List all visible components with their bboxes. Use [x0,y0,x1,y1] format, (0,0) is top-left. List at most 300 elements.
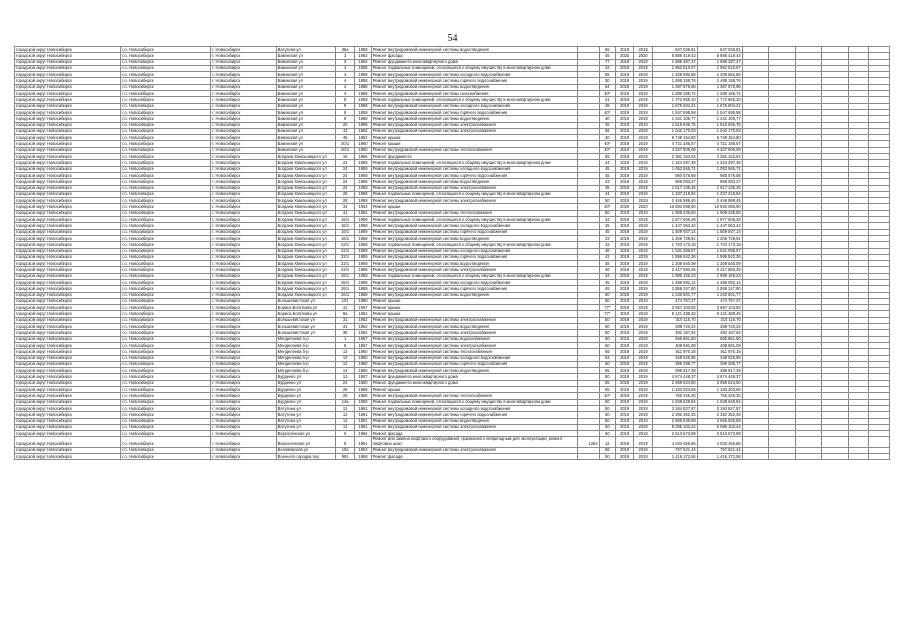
cost-cell: 1 685 387,47 [652,59,697,65]
district-cell: г.о. Новосибирск [121,368,211,374]
municipality-cell: городской округ Новосибирск [15,47,121,53]
year-start-cell: 2019 [615,454,633,460]
cost-cell: 980 576,58 [652,172,697,178]
settlement-cell: г. Новосибирск [211,72,276,78]
wear-cell: 40* [599,109,615,115]
settlement-cell: г. Новосибирск [211,412,276,418]
street-cell: Богдана Хмельницкого ул [276,273,335,279]
year-start-cell: 2019 [615,103,633,109]
wear-cell: 40 [599,116,615,122]
cost-cell: 1 206 728,91 [652,235,697,241]
settlement-cell: г. Новосибирск [211,254,276,260]
municipality-cell: городской округ Новосибирск [15,317,121,323]
house-cell: 101 [335,298,354,304]
municipality-cell: городской округ Новосибирск [15,267,121,273]
cost-cell: 1 531 086,57 [652,248,697,254]
work-type-cell: Ремонт внутридомовой инженерной системы теплоснабжения [371,210,577,216]
year-start-cell: 2019 [615,292,633,298]
house-cell: 20 [335,122,354,128]
year-end-cell: 2020 [634,204,652,210]
year-cell: 1952 [355,324,371,330]
cost-cell: 2 446 989,45 [652,198,697,204]
house-cell: 22/1 [335,242,354,248]
cost-cell: 1 416 172,56 [652,454,697,460]
year-end-cell: 2019 [634,84,652,90]
cost-cell: 1 337 219,94 [652,191,697,197]
municipality-cell: городской округ Новосибирск [15,217,121,223]
year-cell: 1958 [355,78,371,84]
year-cell: 1959 [355,273,371,279]
work-type-cell: Ремонт фасада [371,53,577,59]
work-type-cell: Ремонт крыши [371,141,577,147]
year-cell: 1964 [355,431,371,437]
municipality-cell: городской округ Новосибирск [15,65,121,71]
year-start-cell: 2019 [615,172,633,178]
street-cell: Бакинская ул [276,147,335,153]
district-cell: г.о. Новосибирск [121,210,211,216]
district-cell: г.о. Новосибирск [121,84,211,90]
year-start-cell: 2019 [615,223,633,229]
wear-cell: 50 [599,424,615,430]
year-start-cell: 2019 [615,305,633,311]
year-cell: 1959 [355,116,371,122]
year-start-cell: 2019 [615,59,633,65]
year-end-cell: 2019 [634,298,652,304]
year-start-cell: 2019 [615,298,633,304]
total-cost-cell: 2 566 536,59 [697,418,742,424]
house-cell: 16/1 [335,223,354,229]
cost-cell: 1 547 695,58 [652,109,697,115]
year-start-cell: 2019 [615,97,633,103]
wear-cell: 77* [599,305,615,311]
total-cost-cell: 1 895 166,23 [697,273,742,279]
cost-cell: 1 772 865,10 [652,97,697,103]
total-cost-cell: 1 723 173,18 [697,242,742,248]
wear-cell: 63 [599,355,615,361]
house-cell: 13 [335,368,354,374]
district-cell: г.о. Новосибирск [121,185,211,191]
wear-cell: 50 [599,292,615,298]
street-cell: Бурденко ул [276,399,335,405]
cost-cell: 1 615 836,75 [652,122,697,128]
municipality-cell: городской округ Новосибирск [15,122,121,128]
work-type-cell: Ремонт внутридомовой инженерной системы водоотведения [371,116,577,122]
district-cell: г.о. Новосибирск [121,267,211,273]
district-cell: г.о. Новосибирск [121,431,211,437]
year-cell: 1962 [355,59,371,65]
settlement-cell: г. Новосибирск [211,84,276,90]
cost-cell: 1 409 582,88 [652,72,697,78]
house-cell: 8 [335,116,354,122]
work-type-cell: Ремонт подвальных помещений, относящихся к общему имуществу в многоквартирном доме [371,273,577,279]
cost-cell: 408 681,09 [652,342,697,348]
wear-cell: 55 [599,154,615,160]
cost-cell: 1 675 604,21 [652,103,697,109]
municipality-cell: городской округ Новосибирск [15,292,121,298]
year-cell: 1958 [355,393,371,399]
settlement-cell: г. Новосибирск [211,380,276,386]
settlement-cell: г. Новосибирск [211,342,276,348]
empty-cell [822,437,849,447]
municipality-cell: городской округ Новосибирск [15,116,121,122]
year-end-cell: 2019 [634,103,652,109]
house-cell: 4 [335,72,354,78]
work-type-cell: Ремонт внутридомовой инженерной системы горячего водоснабжения [371,229,577,235]
municipality-cell: городской округ Новосибирск [15,191,121,197]
settlement-cell: г. Новосибирск [211,368,276,374]
total-cost-cell: 1 208 640,09 [697,261,742,267]
house-cell: 16/1 [335,229,354,235]
total-cost-cell: 1 531 086,57 [697,248,742,254]
wear-cell: 77 [599,59,615,65]
municipality-cell: городской округ Новосибирск [15,248,121,254]
total-cost-cell: 1 280 186,72 [697,91,742,97]
cost-cell: 310 115,70 [652,317,697,323]
work-type-cell: Ремонт внутридомовой инженерной системы водоотведения [371,47,577,53]
work-type-cell: Ремонт внутридомовой инженерной системы водоотведения [371,179,577,185]
total-cost-cell: 1 909 236,60 [697,210,742,216]
year-start-cell: 2019 [615,254,633,260]
work-type-cell: Ремонт внутридомовой инженерной системы электроснабжения [371,122,577,128]
district-cell: г.о. Новосибирск [121,217,211,223]
settlement-cell: г. Новосибирск [211,122,276,128]
municipality-cell: городской округ Новосибирск [15,311,121,317]
year-cell: 1960 [355,368,371,374]
year-cell: 1959 [355,254,371,260]
work-type-cell: Ремонт внутридомовой инженерной системы электроснабжения [371,185,577,191]
wear-cell: 45 [599,286,615,292]
district-cell: г.о. Новосибирск [121,78,211,84]
wear-cell: 65 [599,47,615,53]
work-type-cell: Ремонт подвальных помещений, относящихся к общему имуществу в многоквартирном доме [371,191,577,197]
wear-cell: 40 [599,135,615,141]
cost-cell: 1 909 236,60 [652,210,697,216]
year-cell: 1960 [355,361,371,367]
cost-cell: 8 121 488,45 [652,311,697,317]
district-cell: г.о. Новосибирск [121,454,211,460]
street-cell: Богдана Хмельницкого ул [276,154,335,160]
street-cell: Богдана Хмельницкого ул [276,166,335,172]
work-type-cell: Ремонт внутридомовой инженерной системы горячего водоснабжения [371,286,577,292]
year-cell: 1957 [355,374,371,380]
settlement-cell: г. Новосибирск [211,191,276,197]
page-number: 54 [447,33,458,44]
municipality-cell: городской округ Новосибирск [15,242,121,248]
year-end-cell: 2019 [634,229,652,235]
house-cell: 16/1 [335,217,354,223]
settlement-cell: г. Новосибирск [211,418,276,424]
municipality-cell: городской округ Новосибирск [15,198,121,204]
work-type-cell: Ремонт фундамента многоквартирного дома [371,59,577,65]
year-end-cell: 2019 [634,235,652,241]
cost-cell: 4 674 448,37 [652,374,697,380]
year-cell: 1959 [355,286,371,292]
wear-cell: 43 [599,179,615,185]
year-end-cell: 2019 [634,116,652,122]
wear-cell: 60 [599,342,615,348]
total-cost-cell: 348 026,95 [697,355,742,361]
wear-cell: 40* [599,147,615,153]
house-cell: 33 [335,204,354,210]
settlement-cell: г. Новосибирск [211,198,276,204]
work-type-cell: Ремонт фундамента многоквартирного дома [371,380,577,386]
year-cell: 1959 [355,261,371,267]
house-cell: 35 [335,330,354,336]
empty-cell [742,437,769,447]
cost-cell: 811 970,18 [652,349,697,355]
year-cell: 1959 [355,109,371,115]
year-end-cell: 2019 [634,412,652,418]
year-end-cell: 2019 [634,154,652,160]
year-end-cell: 2019 [634,380,652,386]
year-cell: 1950 [355,298,371,304]
district-cell: г.о. Новосибирск [121,286,211,292]
wear-cell: 58 [599,128,615,134]
district-cell: г.о. Новосибирск [121,166,211,172]
year-end-cell: 2019 [634,279,652,285]
district-cell: г.о. Новосибирск [121,47,211,53]
work-type-cell: Ремонт крыши [371,135,577,141]
cost-cell: 3 184 827,87 [652,405,697,411]
cost-cell: 1 053 565,71 [652,166,697,172]
house-cell: 31 [335,317,354,323]
street-cell: Бакинская ул [276,97,335,103]
district-cell: г.о. Новосибирск [121,229,211,235]
district-cell: г.о. Новосибирск [121,298,211,304]
year-start-cell: 2019 [615,141,633,147]
municipality-cell: городской округ Новосибирск [15,405,121,411]
year-cell: 1957 [355,342,371,348]
wear-cell: 50 [599,330,615,336]
street-cell: Менделеева б-р [276,336,335,342]
street-cell: Большевистская ул [276,324,335,330]
work-type-cell: Ремонт подвальных помещений, относящихся к общему имуществу в многоквартирном доме [371,65,577,71]
year-end-cell: 2019 [634,91,652,97]
year-cell: 1959 [355,223,371,229]
total-cost-cell: 2 446 989,45 [697,198,742,204]
year-cell: 1959 [355,47,371,53]
district-cell: г.о. Новосибирск [121,53,211,59]
year-end-cell: 2019 [634,454,652,460]
district-cell: г.о. Новосибирск [121,128,211,134]
year-end-cell: 2019 [634,242,652,248]
wear-cell: 43 [599,273,615,279]
settlement-cell: г. Новосибирск [211,65,276,71]
year-end-cell: 2019 [634,185,652,191]
year-cell: 1959 [355,279,371,285]
district-cell: г.о. Новосибирск [121,191,211,197]
year-end-cell: 2019 [634,437,652,447]
cost-cell: 348 026,95 [652,355,697,361]
district-cell: г.о. Новосибирск [121,437,211,447]
work-type-cell: Ремонт внутридомовой инженерной системы водоотведения [371,84,577,90]
wear-cell: 50 [599,324,615,330]
settlement-cell: г. Новосибирск [211,261,276,267]
work-type-cell: Ремонт внутридомовой инженерной системы газоснабжения [371,91,577,97]
street-cell: Ватутина ул [276,412,335,418]
street-cell: Большевистская ул [276,317,335,323]
year-cell: 1960 [355,349,371,355]
total-cost-cell: 3 657 103,50 [697,305,742,311]
house-cell: 12 [335,405,354,411]
year-start-cell: 2019 [615,393,633,399]
settlement-cell: г. Новосибирск [211,59,276,65]
municipality-cell: городской округ Новосибирск [15,431,121,437]
house-cell: 22/1 [335,267,354,273]
wear-cell: 65 [599,349,615,355]
year-start-cell: 2019 [615,424,633,430]
work-type-cell: Ремонт внутридомовой инженерной системы холодного водоснабжения [371,72,577,78]
district-cell: г.о. Новосибирск [121,336,211,342]
work-type-cell: Ремонт внутридомовой инженерной системы горячего водоснабжения [371,172,577,178]
empty-cell [869,437,890,447]
street-cell: Богдана Хмельницкого ул [276,210,335,216]
municipality-cell: городской округ Новосибирск [15,279,121,285]
street-cell: Ватутина ул [276,418,335,424]
district-cell: г.о. Новосибирск [121,305,211,311]
settlement-cell: г. Новосибирск [211,109,276,115]
year-start-cell: 2019 [615,217,633,223]
total-cost-cell: 8 121 488,45 [697,311,742,317]
year-cell: 1961 [355,418,371,424]
year-end-cell: 2019 [634,122,652,128]
year-cell: 1956 [355,154,371,160]
street-cell: Богдана Хмельницкого ул [276,160,335,166]
year-end-cell: 2019 [634,198,652,204]
total-cost-cell: 1 509 937,14 [697,229,742,235]
year-start-cell: 2019 [615,179,633,185]
wear-cell: 41 [599,97,615,103]
settlement-cell: г. Новосибирск [211,292,276,298]
year-start-cell: 2019 [615,135,633,141]
settlement-cell: г. Новосибирск [211,235,276,241]
year-end-cell: 2019 [634,374,652,380]
total-cost-cell: 1 772 865,10 [697,97,742,103]
settlement-cell: г. Новосибирск [211,47,276,53]
street-cell: Бакинская ул [276,128,335,134]
total-cost-cell: 1 206 728,91 [697,235,742,241]
house-cell: 24 [335,172,354,178]
house-cell: 12 [335,349,354,355]
year-start-cell: 2019 [615,368,633,374]
municipality-cell: городской округ Новосибирск [15,103,121,109]
house-cell: 8 [335,103,354,109]
municipality-cell: городской округ Новосибирск [15,84,121,90]
work-type-cell: Ремонт внутридомовой инженерной системы электроснабжения [371,267,577,273]
district-cell: г.о. Новосибирск [121,349,211,355]
year-start-cell: 2019 [615,330,633,336]
district-cell: г.о. Новосибирск [121,179,211,185]
district-cell: г.о. Новосибирск [121,198,211,204]
cost-cell: 5 886 419,43 [652,53,697,59]
empty-cell [769,454,796,460]
wear-cell: 30 [599,78,615,84]
settlement-cell: г. Новосибирск [211,91,276,97]
total-cost-cell: 1 042 170,03 [697,128,742,134]
district-cell: г.о. Новосибирск [121,116,211,122]
settlement-cell: г. Новосибирск [211,279,276,285]
cost-cell: 396 295,77 [652,361,697,367]
house-cell: 20/1 [335,147,354,153]
year-end-cell: 2019 [634,342,652,348]
district-cell: г.о. Новосибирск [121,242,211,248]
empty-cell [848,437,868,447]
work-type-cell: Ремонт крыши [371,311,577,317]
year-start-cell: 2019 [615,242,633,248]
work-type-cell: Ремонт подвальных помещений, относящихся к общему имуществу в многоквартирном доме [371,399,577,405]
empty-cell [769,437,796,447]
house-cell: 20/1 [335,141,354,147]
cost-cell: 1 447 063,42 [652,223,697,229]
house-cell: 26/1 [335,292,354,298]
year-cell: 1961 [355,311,371,317]
district-cell: г.о. Новосибирск [121,59,211,65]
wear-cell: 50 [599,412,615,418]
year-start-cell: 2019 [615,311,633,317]
settlement-cell: г. Новосибирск [211,135,276,141]
year-cell: 1962 [355,128,371,134]
settlement-cell: г. Новосибирск [211,311,276,317]
house-cell: 41 [335,305,354,311]
year-end-cell: 2019 [634,109,652,115]
street-cell: Богдана Хмельницкого ул [276,185,335,191]
wear-cell: 54 [599,84,615,90]
settlement-cell: г. Новосибирск [211,160,276,166]
settlement-cell: г. Новосибирск [211,166,276,172]
district-cell: г.о. Новосибирск [121,418,211,424]
total-cost-cell: 1 517 136,45 [697,185,742,191]
year-start-cell: 2019 [615,361,633,367]
year-cell: 1959 [355,172,371,178]
municipality-cell: городской округ Новосибирск [15,454,121,460]
wear-cell: 44 [599,160,615,166]
municipality-cell: городской округ Новосибирск [15,160,121,166]
settlement-cell: г. Новосибирск [211,185,276,191]
settlement-cell: г. Новосибирск [211,223,276,229]
municipality-cell: городской округ Новосибирск [15,229,121,235]
year-start-cell: 2019 [615,166,633,172]
street-cell: Бакинская ул [276,53,335,59]
year-cell: 1954 [355,204,371,210]
district-cell: г.о. Новосибирск [121,160,211,166]
cost-cell: 1 183 203,55 [652,387,697,393]
settlement-cell: г. Новосибирск [211,387,276,393]
total-cost-cell: 1 547 695,58 [697,109,742,115]
house-cell: 6 [335,431,354,437]
year-cell: 1960 [355,355,371,361]
house-cell: 9 [335,437,354,447]
cost-cell: 1 049 629,94 [652,399,697,405]
work-type-cell: Ремонт внутридомовой инженерной системы электроснабжения [371,198,577,204]
year-start-cell: 2019 [615,387,633,393]
district-cell: г.о. Новосибирск [121,97,211,103]
wear-cell: 77* [599,311,615,317]
year-start-cell: 2019 [615,374,633,380]
total-cost-cell: 396 295,77 [697,361,742,367]
wear-cell: 12 [599,437,615,447]
street-cell: Бурденко ул [276,393,335,399]
wear-cell: 43 [599,217,615,223]
municipality-cell: городской округ Новосибирск [15,418,121,424]
year-start-cell: 2019 [615,47,633,53]
total-cost-cell: 1 596 542,36 [697,254,742,260]
house-cell: 24 [335,185,354,191]
street-cell: Богдана Хмельницкого ул [276,292,335,298]
street-cell: Большевистская ул [276,330,335,336]
year-cell: 1958 [355,84,371,90]
street-cell: Бурденко ул [276,387,335,393]
total-cost-cell: 1 559 247,80 [697,286,742,292]
